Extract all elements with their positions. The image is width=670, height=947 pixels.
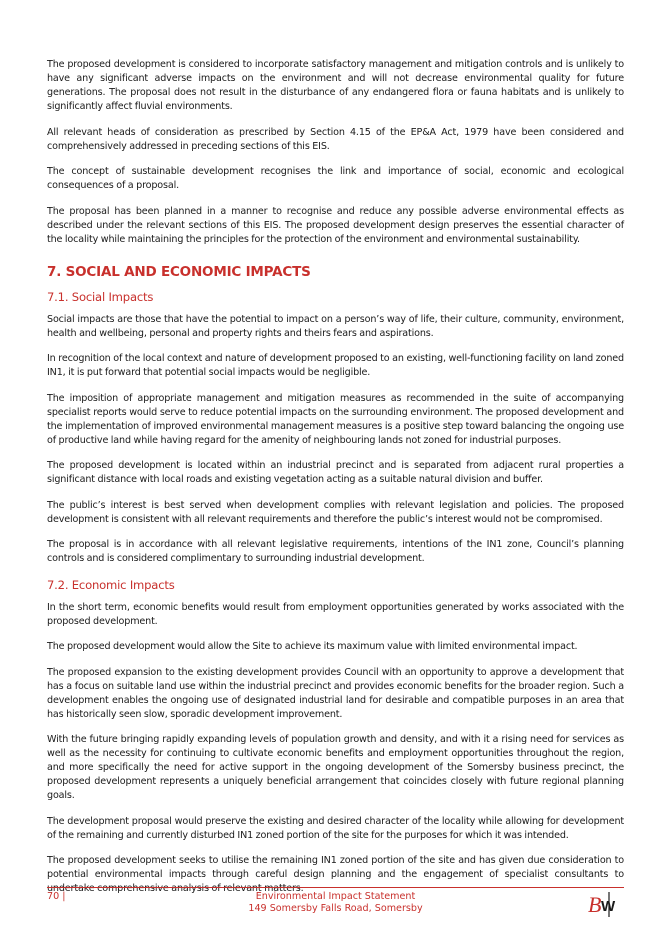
subsection-heading-social: 7.1. Social Impacts: [47, 289, 154, 304]
social-impacts-section: [47, 313, 624, 567]
document-page: [47, 58, 624, 908]
economic-impacts-section: [47, 601, 624, 897]
subsection-heading-economic: 7.2. Economic Impacts: [47, 577, 175, 592]
paragraph: With the future bringing rapidly expanding levels of population growth and density, and with it a rising need for services as well as the necessity for continuing to cultivate economic benefits and employment opportunities throughout the region, and more specifically the need for active support in the ongoing development of the Somersby business precinct, the proposed development represents a uniquely beneficial arrangement that coincides closely with future regional planning goals.: [47, 734, 624, 801]
paragraph: In the short term, economic benefits would result from employment opportunities generated by works associated with the proposed development.: [47, 601, 624, 627]
paragraph: Social impacts are those that have the potential to impact on a person’s way of life, their culture, community, environment, health and wellbeing, personal and property rights and theirs fears and aspirations.: [47, 313, 624, 339]
paragraph: The concept of sustainable development recognises the link and importance of social, economic and ecological consequences of a proposal.: [47, 166, 624, 191]
paragraph: The imposition of appropriate management and mitigation measures as recommended in the suite of accompanying specialist reports would serve to reduce potential impacts on the surrounding environment. The proposed development and the implementation of improved environmental management measures is a positive step toward balancing the ongoing use of productive land while having regard for the amenity of neighbouring lands not zoned for industrial purposes.: [47, 392, 624, 446]
footer-title-line1: Environmental Impact Statement: [255, 891, 416, 902]
paragraph: The proposed development is located within an industrial precinct and is separated from adjacent rural properties a significant distance with local roads and existing vegetation acting as a suitable natural division and buffer.: [47, 460, 624, 485]
paragraph: The proposal has been planned in a manner to recognise and reduce any possible adverse environmental effects as described under the relevant sections of this EIS. The proposed development design preserves the essential character of the locality while maintaining the principles for the protection of the environment and environmental sustainability.: [47, 205, 624, 245]
paragraph: The proposed development seeks to utilise the remaining IN1 zoned portion of the site and has given due consideration to potential environmental impacts through careful design planning and the engagement of specialist consultants to undertake comprehensive analysis of relevant matters.: [47, 855, 624, 894]
paragraph: The public’s interest is best served when development complies with relevant legislation and policies. The proposed development is consistent with all relevant requirements and therefore the public’s interest would not be compromised.: [47, 499, 624, 525]
footer-title: [47, 891, 624, 915]
section-heading: 7. SOCIAL AND ECONOMIC IMPACTS: [47, 263, 311, 280]
paragraph: The proposed development is considered to incorporate satisfactory management and mitigation controls and is unlikely to have any significant adverse impacts on the environment and will not decrease environmental quality for future generations. The proposal does not result in the disturbance of any endangered flora or fauna habitats and is unlikely to significantly affect fluvial environments.: [47, 59, 624, 112]
company-logo-icon: [587, 890, 621, 918]
paragraph: The proposed expansion to the existing development provides Council with an opportunity to approve a development that has a focus on suitable land use within the industrial precinct and provides economic benefits for the broader region. Such a development enables the ongoing use of designated industrial land for desirable and compatible purposes in an area that has historically seen slow, sporadic development improvement.: [47, 666, 624, 720]
paragraph: The proposed development would allow the Site to achieve its maximum value with limited environmental impact.: [47, 641, 578, 652]
intro-section: [47, 58, 624, 247]
paragraph: In recognition of the local context and nature of development proposed to an existing, well-functioning facility on land zoned IN1, it is put forward that potential social impacts would be negligible.: [47, 353, 624, 378]
paragraph: All relevant heads of consideration as prescribed by Section 4.15 of the EP&A Act, 1979 have been considered and comprehensively addressed in preceding sections of this EIS.: [47, 126, 624, 152]
svg-text:B: B: [588, 892, 602, 917]
footer-divider: [47, 887, 624, 888]
paragraph: The development proposal would preserve the existing and desired character of the locality while allowing for development of the remaining and currently disturbed IN1 zoned portion of the site for the purposes for which it was intended.: [47, 815, 624, 841]
page-footer: [47, 887, 624, 927]
page-number: 70 |: [47, 891, 66, 902]
svg-text:W: W: [601, 898, 616, 915]
paragraph: The proposal is in accordance with all relevant legislative requirements, intentions of the IN1 zone, Council’s planning controls and is considered complimentary to surrounding industrial development.: [47, 539, 624, 564]
footer-title-line2: 149 Somersby Falls Road, Somersby: [248, 903, 423, 914]
